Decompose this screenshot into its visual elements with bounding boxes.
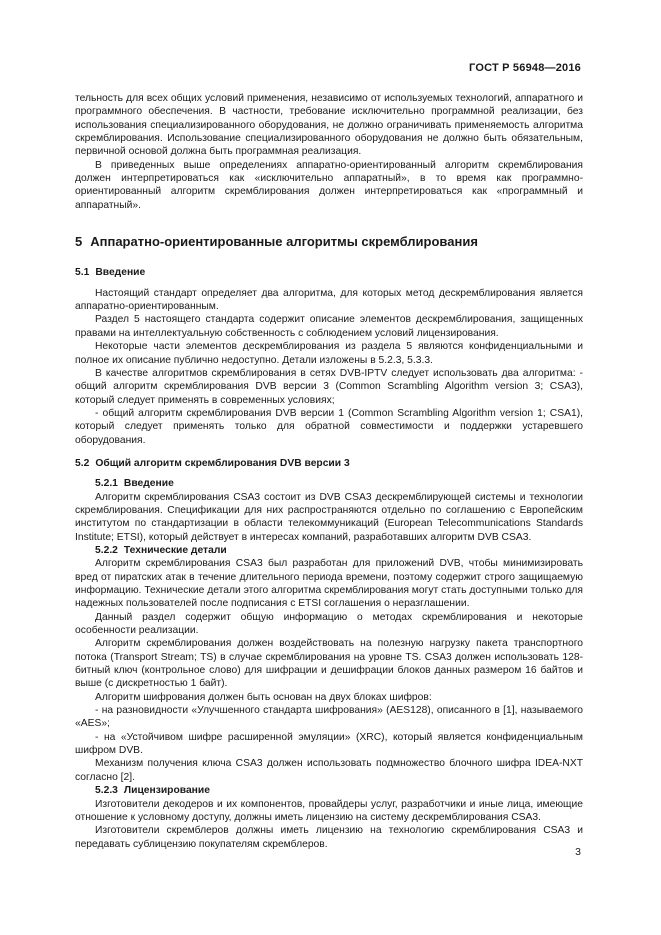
document-body	[75, 92, 583, 851]
paragraph: В приведенных выше определениях аппаратно-ориентированный алгоритм скремблирования должен интерпретироваться как «исключительно аппаратный», в то время как программно-ориентированный алгоритм скремблирования должен интерпретироваться как «программный и аппаратный».	[75, 159, 583, 211]
paragraph: Алгоритм скремблирования CSA3 был разработан для приложений DVB, чтобы минимизировать вред от пиратских атак в течение длительного периода времени, поэтому содержит строго защищаемую информацию. Технические детали этого алгоритма скремблирования могут стать доступными только для надежных пользователей после подписания с ETSI соглашения о неразглашении.	[75, 558, 583, 610]
paragraph: Данный раздел содержит общую информацию о методах скремблирования и некоторые особенности реализации.	[75, 611, 583, 637]
subsubsection-title: Технические детали	[123, 544, 227, 556]
paragraph: Алгоритм скремблирования CSA3 состоит из DVB CSA3 дескремблирующей системы и технологии скремблирования. Спецификации для них распространяются отдельно по соглашению с Европейским институтом по стандартизации в области телекоммуникаций (European Telecommunications Standards Institute; ETSI), который действует в интересах компаний, разработавших алгоритм DVB CSA3.	[75, 491, 583, 543]
paragraph: Алгоритм шифрования должен быть основан на двух блоках шифров:	[95, 691, 432, 703]
subsection-number: 5.2	[75, 457, 90, 469]
paragraph: Механизм получения ключа CSA3 должен использовать подмножество блочного шифра IDEA-NXT согласно [2].	[75, 758, 583, 783]
paragraph: - общий алгоритм скремблирования DVB версии 1 (Common Scrambling Algorithm version 1; CSA1), который следует применять только для обратной совместимости и поддержки устаревшего оборудования.	[75, 407, 583, 446]
paragraph: В качестве алгоритмов скремблирования в сетях DVB-IPTV следует использовать два алгоритма: - общий алгоритм скремблирования DVB версии 3 (Common Scrambling Algorithm version 3; CSA3), который следует применять в современных условиях;	[75, 367, 583, 406]
paragraph: Некоторые части элементов дескремблирования из раздела 5 являются конфиденциальными и полное их описание публично недоступно. Детали изложены в 5.2.3, 5.3.3.	[75, 341, 583, 366]
subsubsection-heading	[75, 784, 583, 797]
subsubsection-title: Введение	[123, 478, 174, 490]
paragraph: Изготовители декодеров и их компонентов, провайдеры услуг, разработчики и иные лица, имеющие отношение к условному доступу, должны иметь лицензию на систему дескремблирования CSA3.	[75, 798, 583, 823]
subsection-title: Введение	[95, 267, 146, 279]
subsubsection-number: 5.2.2	[95, 544, 118, 556]
paragraph: Алгоритм скремблирования должен воздействовать на полезную нагрузку пакета транспортного потока (Transport Stream; TS) в случае скремблирования на уровне TS. CSA3 должен использовать 128-битный ключ (контрольное слово) для шифрации и дешифрации блоков данных размером 16 байтов и выше (с дискретностью 1 байт).	[75, 638, 583, 690]
subsubsection-heading	[75, 544, 583, 557]
list-item: - на разновидности «Улучшенного стандарта шифрования» (AES128), описанного в [1], называемого «AES»;	[75, 705, 583, 730]
document-header: ГОСТ Р 56948—2016	[469, 62, 581, 74]
subsubsection-number: 5.2.1	[95, 478, 118, 490]
subsubsection-title: Лицензирование	[123, 785, 210, 797]
section-heading	[75, 235, 583, 248]
section-number: 5	[75, 234, 83, 250]
paragraph: тельность для всех общих условий применения, независимо от используемых технологий, аппаратного и программного обеспечения. В частности, требование исключительно программной реализации, без использования специализированного оборудования, не должно ограничивать применяемость алгоритма скремблирования. Использование специализированного оборудования не должно быть обязательным, первичной основой должна быть программная реализация.	[75, 93, 583, 158]
section-title: Аппаратно-ориентированные алгоритмы скремблирования	[90, 234, 478, 250]
paragraph: Раздел 5 настоящего стандарта содержит описание элементов дескремблирования, защищенных правами на интеллектуальную собственность с соблюдением условий лицензирования.	[75, 314, 583, 339]
page-number: 3	[575, 846, 581, 858]
paragraph: Настоящий стандарт определяет два алгоритма, для которых метод дескремблирования является аппаратно-ориентированным.	[75, 287, 583, 313]
list-item: - на «Устойчивом шифре расширенной эмуляции» (XRC), который является конфиденциальным шифром DVB.	[75, 731, 583, 757]
subsubsection-number: 5.2.3	[95, 785, 118, 797]
subsection-heading	[75, 266, 583, 279]
paragraph: Изготовители скремблеров должны иметь лицензию на технологию скремблирования CSA3 и передавать сублицензию покупателям скремблеров.	[75, 825, 583, 850]
subsection-number: 5.1	[75, 267, 90, 279]
subsubsection-heading	[75, 477, 583, 490]
subsection-title: Общий алгоритм скремблирования DVB версии 3	[95, 457, 350, 469]
subsection-heading	[75, 457, 583, 470]
